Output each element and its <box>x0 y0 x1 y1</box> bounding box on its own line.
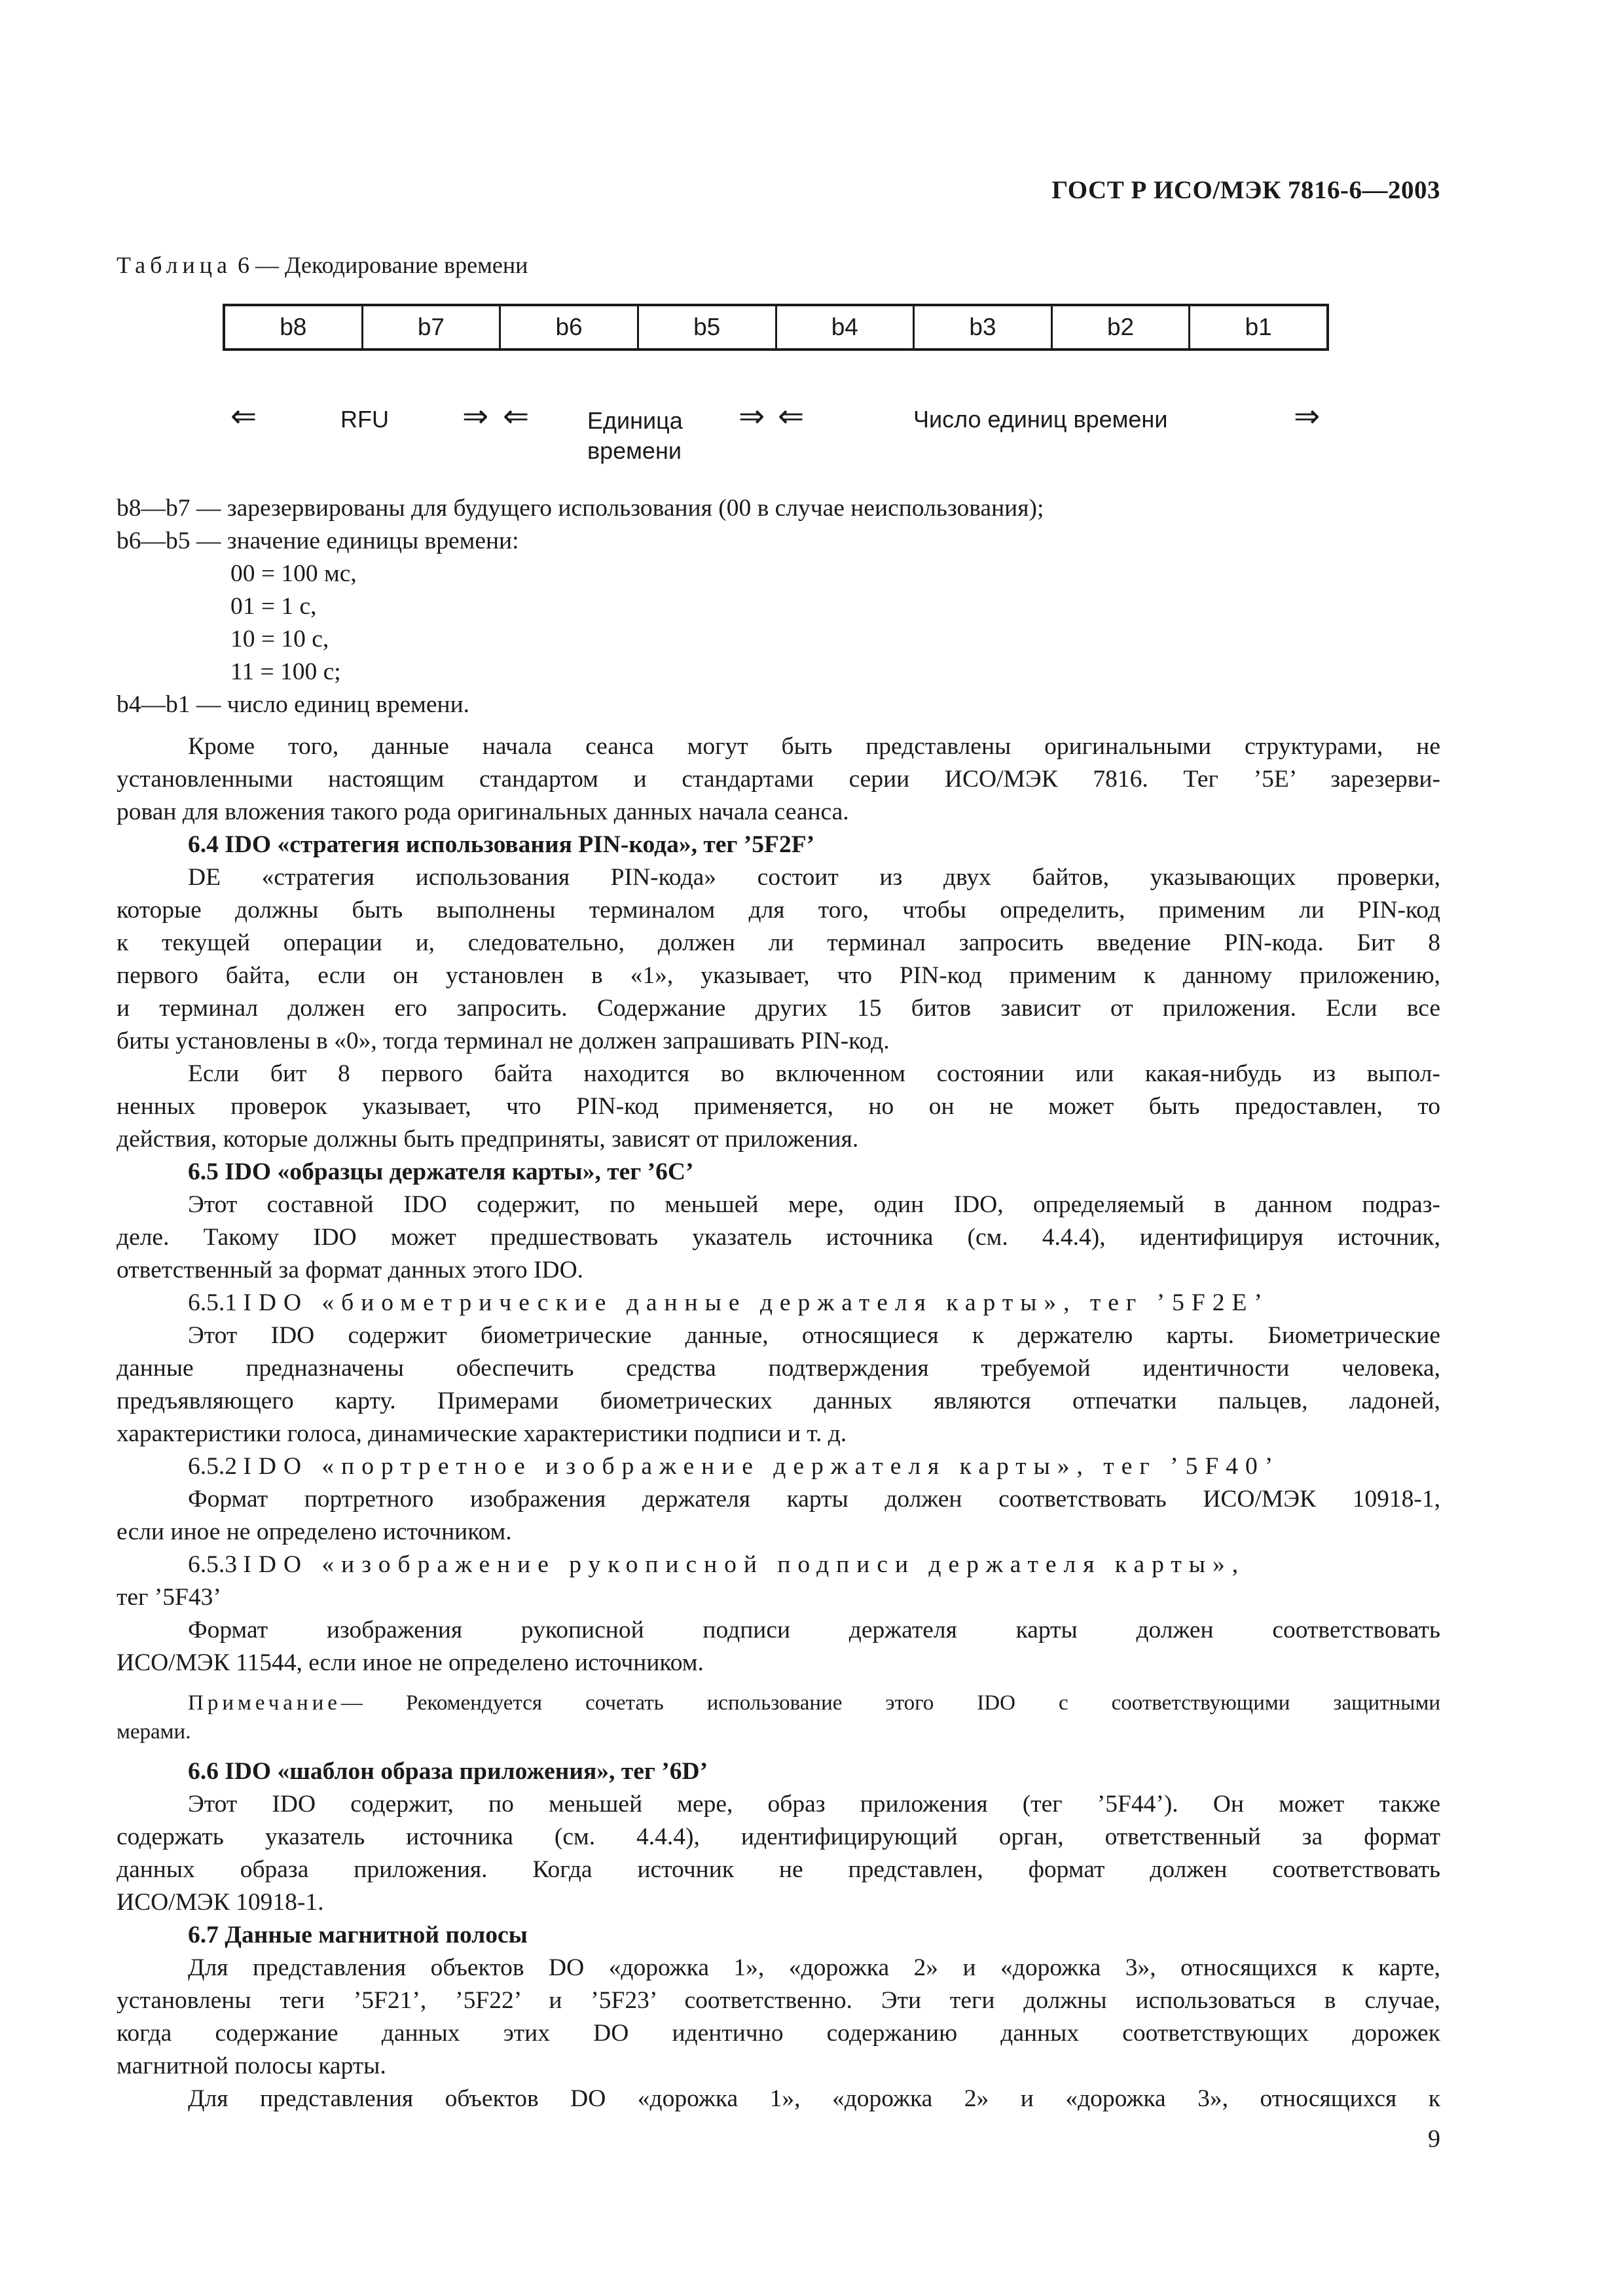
bit-table <box>223 304 1329 351</box>
paragraph-line: Если бит 8 первого байта находится во включенном состоянии или какая-нибудь из выпол- <box>188 1060 1440 1087</box>
bit-cell: b8 <box>225 306 363 348</box>
subsection-number: 6.5.1 <box>188 1289 237 1316</box>
paragraph-line: которые должны быть выполнены терминалом для того, чтобы определить, применим ли PIN-код <box>117 897 1440 924</box>
paragraph-line: Этот IDO содержит биометрические данные, относящиеся к держателю карты. Биометрические <box>188 1322 1440 1349</box>
paragraph-line: установленными настоящим стандартом и стандартами серии ИСО/МЭК 7816. Тег ’5E’ зарезерви- <box>117 766 1440 793</box>
bit-cell: b4 <box>777 306 915 348</box>
paragraph-line: данных образа приложения. Когда источник не представлен, формат должен соответствовать <box>117 1856 1440 1883</box>
field-unit-label-line1: Единица <box>587 407 683 434</box>
bit-cell: b3 <box>915 306 1053 348</box>
paragraph-line: установлены теги ’5F21’, ’5F22’ и ’5F23’ соответственно. Эти теги должны использоваться в случае, <box>117 1987 1440 2014</box>
legend-value: 01 = 1 с, <box>230 593 317 620</box>
field-count-label: Число единиц времени <box>913 406 1168 433</box>
left-arrow-icon: ⇐ <box>230 398 257 435</box>
paragraph-line: Для представления объектов DO «дорожка 1», «дорожка 2» и «дорожка 3», относящихся к карте, <box>188 1954 1440 1981</box>
field-unit-label-line2: времени <box>587 437 682 464</box>
paragraph-line: биты установлены в «0», тогда терминал не должен запрашивать PIN-код. <box>117 1028 890 1054</box>
legend-line: b4—b1 — число единиц времени. <box>117 691 470 718</box>
legend-value: 00 = 100 мс, <box>230 560 357 587</box>
paragraph-line: если иное не определено источником. <box>117 1518 512 1545</box>
paragraph-line: Для представления объектов DO «дорожка 1», «дорожка 2» и «дорожка 3», относящихся к <box>188 2085 1440 2112</box>
paragraph-line: данные предназначены обеспечить средства подтверждения требуемой идентичности человека, <box>117 1355 1440 1382</box>
subsection-heading-6-5-3 <box>117 1549 1440 1581</box>
paragraph-line: и терминал должен его запросить. Содержание других 15 битов зависит от приложения. Если все <box>117 995 1440 1022</box>
table-caption-title: 6 — Декодирование времени <box>237 252 528 278</box>
paragraph-line: ненных проверок указывает, что PIN-код применяется, но он не может быть предоставлен, то <box>117 1093 1440 1120</box>
right-arrow-icon: ⇒ <box>462 398 489 435</box>
note-label: Примечание <box>188 1691 341 1715</box>
paragraph-line: Этот составной IDO содержит, по меньшей мере, один IDO, определяемый в данном подраз- <box>188 1191 1440 1218</box>
legend-value: 10 = 10 с, <box>230 626 329 653</box>
table-caption <box>117 251 528 279</box>
bit-cell: b6 <box>501 306 639 348</box>
paragraph-line: первого байта, если он установлен в «1», указывает, что PIN-код применим к данному приложению, <box>117 962 1440 989</box>
note-text: — Рекомендуется сочетать использование этого IDO с соответствующими защитными <box>340 1691 1440 1715</box>
bit-cell: b7 <box>363 306 501 348</box>
paragraph-line: деле. Такому IDO может предшествовать указатель источника (см. 4.4.4), идентифицируя источник, <box>117 1224 1440 1251</box>
legend-line: b6—b5 — значение единицы времени: <box>117 528 519 554</box>
paragraph-line: предъявляющего карту. Примерами биометрических данных являются отпечатки пальцев, ладоней, <box>117 1388 1440 1414</box>
document-body <box>117 492 1440 2115</box>
paragraph-line: DE «стратегия использования PIN-кода» состоит из двух байтов, указывающих проверки, <box>188 864 1440 891</box>
paragraph-line: Формат изображения рукописной подписи держателя карты должен соответствовать <box>188 1617 1440 1643</box>
paragraph-line: когда содержание данных этих DO идентично содержанию данных соответствующих дорожек <box>117 2020 1440 2047</box>
left-arrow-icon: ⇐ <box>503 398 530 435</box>
subsection-title-tail: тег ’5F43’ <box>117 1584 221 1611</box>
bit-cell: b1 <box>1245 314 1272 340</box>
paragraph-line: к текущей операции и, следовательно, должен ли терминал запросить введение PIN-кода. Бит 8 <box>117 929 1440 956</box>
bit-cell: b5 <box>639 306 777 348</box>
paragraph-line: Формат портретного изображения держателя карты должен соответствовать ИСО/МЭК 10918-1, <box>188 1486 1440 1513</box>
paragraph-line: рован для вложения такого рода оригинальных данных начала сеанса. <box>117 798 849 825</box>
right-arrow-icon: ⇒ <box>739 398 765 435</box>
legend-line: b8—b7 — зарезервированы для будущего использования (00 в случае неиспользования); <box>117 495 1044 522</box>
table-caption-label: Таблица <box>117 252 232 278</box>
field-rfu-label: RFU <box>340 406 389 433</box>
note-line <box>117 1689 1440 1717</box>
paragraph-line: ответственный за формат данных этого IDO. <box>117 1257 584 1283</box>
page-number: 9 <box>1428 2125 1440 2153</box>
paragraph-line: ИСО/МЭК 11544, если иное не определено источником. <box>117 1649 704 1676</box>
section-heading-6-6: 6.6 IDO «шаблон образа приложения», тег ’6D’ <box>188 1758 708 1785</box>
subsection-title: IDO «портретное изображение держателя карты», тег ’5F40’ <box>243 1453 1281 1480</box>
standard-code-header: ГОСТ Р ИСО/МЭК 7816-6—2003 <box>1051 176 1440 204</box>
bit-cell: b2 <box>1053 306 1191 348</box>
subsection-number: 6.5.2 <box>188 1453 237 1480</box>
paragraph-line: содержать указатель источника (см. 4.4.4), идентифицирующий орган, ответственный за формат <box>117 1823 1440 1850</box>
subsection-heading-6-5-1 <box>117 1287 1440 1319</box>
legend-value: 11 = 100 с; <box>230 658 341 685</box>
subsection-title: IDO «биометрические данные держателя карты», тег ’5F2E’ <box>243 1289 1269 1316</box>
note-block <box>117 1689 1440 1746</box>
left-arrow-icon: ⇐ <box>778 398 805 435</box>
paragraph-line: действия, которые должны быть предприняты, зависят от приложения. <box>117 1126 859 1153</box>
subsection-number: 6.5.3 <box>188 1551 237 1578</box>
section-heading-6-7: 6.7 Данные магнитной полосы <box>188 1922 528 1948</box>
section-heading-6-5: 6.5 IDO «образцы держателя карты», тег ’6C’ <box>188 1158 694 1185</box>
paragraph-line: характеристики голоса, динамические характеристики подписи и т. д. <box>117 1420 847 1447</box>
paragraph-line: магнитной полосы карты. <box>117 2053 386 2079</box>
paragraph-line: Этот IDO содержит, по меньшей мере, образ приложения (тег ’5F44’). Он может также <box>188 1791 1440 1818</box>
paragraph-line: ИСО/МЭК 10918-1. <box>117 1889 324 1916</box>
paragraph-line: Кроме того, данные начала сеанса могут быть представлены оригинальными структурами, не <box>188 733 1440 760</box>
field-unit-label <box>587 406 683 466</box>
subsection-title: IDO «изображение рукописной подписи держателя карты», <box>243 1551 1246 1578</box>
right-arrow-icon: ⇒ <box>1294 398 1321 435</box>
subsection-heading-6-5-2 <box>117 1450 1440 1483</box>
section-heading-6-4: 6.4 IDO «стратегия использования PIN-кода», тег ’5F2F’ <box>188 831 815 858</box>
note-line: мерами. <box>117 1720 191 1744</box>
